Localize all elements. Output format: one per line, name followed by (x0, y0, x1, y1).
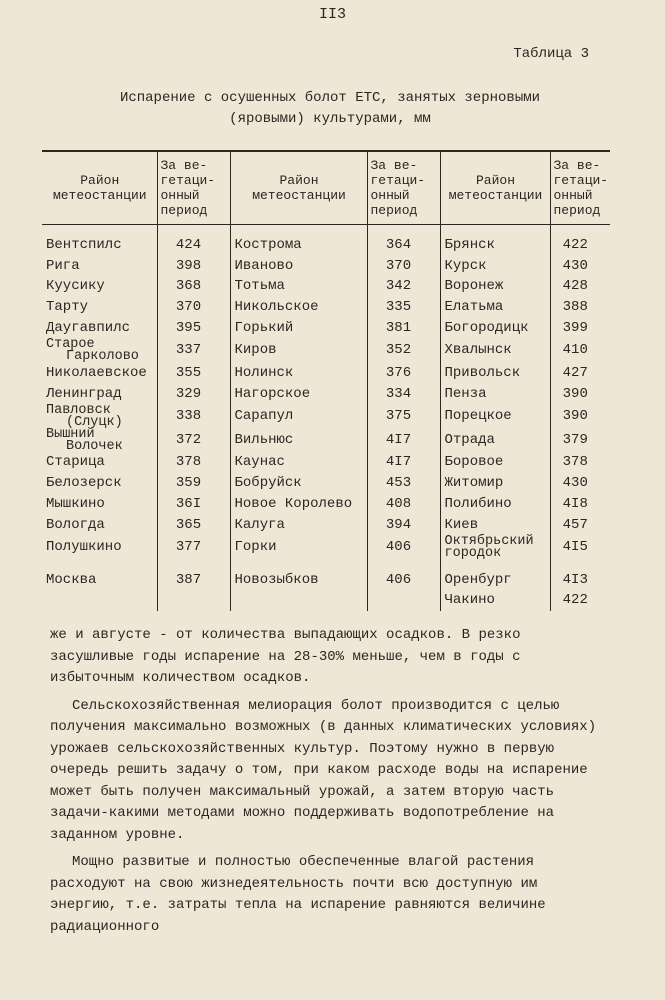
period-value: 379 (550, 429, 610, 453)
station-name-line-2: городок (444, 545, 502, 561)
period-value: 398 (157, 256, 230, 277)
station-name: Каунас (230, 453, 367, 474)
period-value: 388 (550, 297, 610, 318)
station-name: Вологда (46, 516, 105, 533)
period-value: 406 (367, 536, 440, 560)
station-name: Богородицк (440, 318, 550, 339)
station-name: Тотьма (230, 277, 367, 298)
table-row (42, 235, 610, 256)
station-name: Бобруйск (230, 473, 367, 494)
period-value: 355 (157, 363, 230, 384)
station-name: Брянск (440, 235, 550, 256)
period-value: 399 (550, 318, 610, 339)
station-name: Мышкино (46, 496, 105, 513)
period-value: 335 (367, 297, 440, 318)
period-value: 430 (550, 256, 610, 277)
table-row (42, 277, 610, 298)
station-name: Привольск (440, 363, 550, 384)
station-name: Воронеж (440, 277, 550, 298)
period-value: 370 (157, 297, 230, 318)
station-name-line-1: Старое (46, 336, 95, 352)
period-value: 394 (367, 515, 440, 536)
period-value: 376 (367, 363, 440, 384)
period-value: 4I8 (550, 494, 610, 515)
spacer-row (42, 225, 610, 236)
period-value: 387 (157, 570, 230, 591)
station-name: Нагорское (230, 384, 367, 405)
station-name: Киров (230, 339, 367, 363)
table-title-line-1: Испарение с осушенных болот ЕТС, занятых зерновыми (119, 90, 541, 106)
station-name: Ленинград (46, 385, 122, 402)
period-value: 424 (157, 235, 230, 256)
table-row (42, 363, 610, 384)
table-row (42, 297, 610, 318)
station-name: Чакино (440, 591, 550, 612)
station-name (440, 533, 550, 561)
station-name: Сарапул (230, 405, 367, 429)
table-row (42, 494, 610, 515)
table-row (42, 318, 610, 339)
paragraph-3: Мощно развитые и полностью обеспеченные влагой растения расходуют на свою жизнедеятельность почти всю доступную им энергию, т.е. затраты тепла на испарение равняются величине радиационного (50, 854, 546, 935)
table-row (42, 591, 610, 612)
period-value: 365 (157, 515, 230, 536)
period-value: 427 (550, 363, 610, 384)
station-name: Вентспилс (46, 236, 122, 253)
station-name: Никольское (230, 297, 367, 318)
period-value: 390 (550, 405, 610, 429)
station-name: Елатьма (440, 297, 550, 318)
period-value: 390 (550, 384, 610, 405)
station-name-line-1: Вышний (46, 426, 95, 442)
station-name (42, 591, 157, 612)
station-name: Москва (46, 571, 97, 588)
station-name-line-2: (Слуцк) (66, 414, 123, 430)
station-name: Горки (230, 536, 367, 560)
period-value: 368 (157, 277, 230, 298)
period-value: 329 (157, 384, 230, 405)
period-value: 410 (550, 339, 610, 363)
period-value: 338 (157, 405, 230, 429)
period-value: 428 (550, 277, 610, 298)
station-name: Курск (440, 256, 550, 277)
table-row (42, 405, 610, 429)
table-title (40, 88, 620, 130)
station-name: Отрада (440, 429, 550, 453)
station-name: Нолинск (230, 363, 367, 384)
station-name: Тарту (46, 299, 89, 316)
body-text (50, 625, 610, 938)
period-value: 337 (157, 339, 230, 363)
period-value: 372 (157, 429, 230, 453)
station-name: Вильнюс (230, 429, 367, 453)
header-station-1: Район метеостанции (42, 151, 157, 225)
station-name: Полибино (440, 494, 550, 515)
station-name: Куусику (46, 278, 105, 295)
station-name (42, 402, 157, 430)
station-name-line-1: Октябрьский (444, 533, 534, 549)
station-name: Иваново (230, 256, 367, 277)
table-row (42, 570, 610, 591)
header-period-3: За ве- гетаци- онный период (550, 151, 610, 225)
header-period-2: За ве- гетаци- онный период (367, 151, 440, 225)
station-name (230, 591, 367, 612)
station-name: Кострома (230, 235, 367, 256)
table-title-line-2: (яровыми) культурами, мм (229, 111, 431, 127)
period-value: 408 (367, 494, 440, 515)
period-value: 381 (367, 318, 440, 339)
station-name: Даугавпилс (46, 320, 131, 337)
station-name: Новое Королево (230, 494, 367, 515)
header-station-3: Район метеостанции (440, 151, 550, 225)
period-value: 375 (367, 405, 440, 429)
period-value: 395 (157, 318, 230, 339)
period-value: 4I7 (367, 453, 440, 474)
paragraph-2: Сельскохозяйственная мелиорация болот производится с целью получения максимально возможных (в данных климатических условиях) урожаев сельскохозяйственных культур. Поэтому нужно в первую очередь решить задачу о том, при каком расходе воды на испарение может быть получен максимальный урожай, а затем вторую часть задачи-какими методами можно поддерживать водопотребление на заданном уровне. (50, 697, 597, 843)
station-name (42, 426, 157, 454)
table-row (42, 453, 610, 474)
header-period-1: За ве- гетаци- онный период (157, 151, 230, 225)
period-value: 364 (367, 235, 440, 256)
period-value: 378 (157, 453, 230, 474)
station-name: Рига (46, 257, 80, 274)
table-header-row (42, 151, 610, 225)
period-value: 453 (367, 473, 440, 494)
station-name: Новозыбков (230, 570, 367, 591)
station-name: Горький (230, 318, 367, 339)
period-value: 359 (157, 473, 230, 494)
station-name: Житомир (440, 473, 550, 494)
station-name-line-2: Волочек (66, 438, 123, 454)
table-row (42, 473, 610, 494)
header-station-2: Район метеостанции (230, 151, 367, 225)
page-number: II3 (318, 6, 346, 23)
period-value (157, 591, 230, 612)
period-value: 406 (367, 570, 440, 591)
period-value: 457 (550, 515, 610, 536)
period-value: 422 (550, 591, 610, 612)
station-name-line-2: Гарколово (66, 348, 139, 364)
period-value: 4I3 (550, 570, 610, 591)
station-name: Оренбург (440, 570, 550, 591)
paragraph-1: же и августе - от количества выпадающих осадков. В резко засушливые годы испарение на 28-30% меньше, чем в годы с избыточным количеством осадков. (50, 627, 521, 686)
station-name: Полушкино (46, 539, 122, 556)
station-name: Калуга (230, 515, 367, 536)
period-value: 352 (367, 339, 440, 363)
station-name: Хвалынск (440, 339, 550, 363)
spacer-row (42, 560, 610, 570)
station-name: Порецкое (440, 405, 550, 429)
period-value: 4I5 (550, 536, 610, 560)
period-value: 334 (367, 384, 440, 405)
station-name: Киев (440, 515, 550, 536)
period-value: 370 (367, 256, 440, 277)
period-value: 342 (367, 277, 440, 298)
station-name (42, 336, 157, 364)
period-value: 377 (157, 536, 230, 560)
table-row (42, 256, 610, 277)
period-value: 378 (550, 453, 610, 474)
table-row (42, 429, 610, 453)
period-value (367, 591, 440, 612)
table-row (42, 384, 610, 405)
station-name: Николаевское (46, 364, 147, 381)
period-value: 4I7 (367, 429, 440, 453)
period-value: 422 (550, 235, 610, 256)
table-row (42, 536, 610, 560)
period-value: 430 (550, 473, 610, 494)
table-row (42, 515, 610, 536)
station-name: Пенза (440, 384, 550, 405)
station-name-line-1: Павловск (46, 402, 111, 418)
evaporation-table (42, 150, 610, 611)
station-name: Боровое (440, 453, 550, 474)
table-label: Таблица 3 (513, 46, 589, 62)
station-name: Старица (46, 454, 105, 471)
table-row (42, 339, 610, 363)
station-name: Белозерск (46, 475, 122, 492)
period-value: 36I (157, 494, 230, 515)
